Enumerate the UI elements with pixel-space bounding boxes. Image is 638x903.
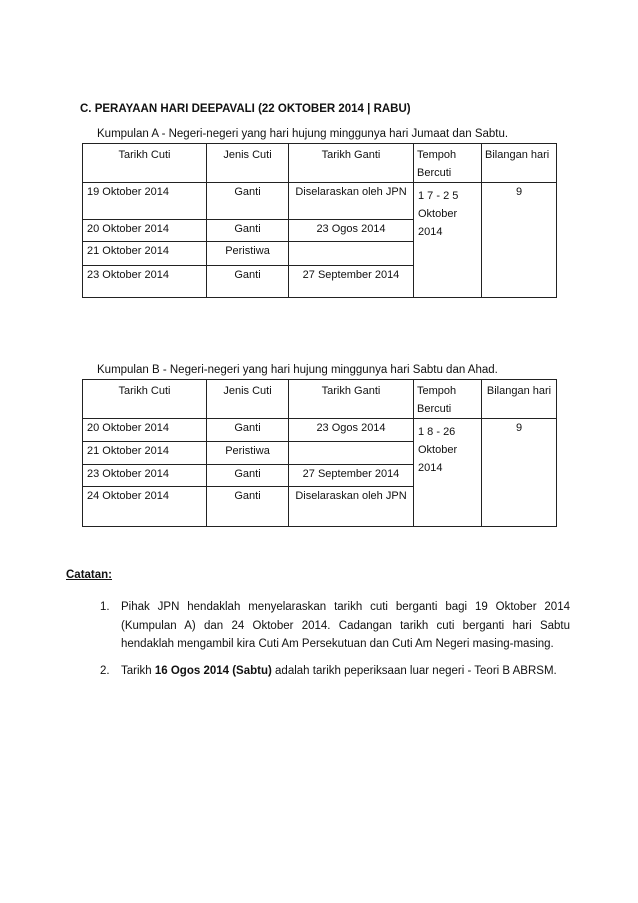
cell-tarikh-ganti: Diselaraskan oleh JPN	[289, 183, 414, 220]
header-tempoh-bercuti: Tempoh Bercuti	[414, 380, 482, 419]
tempoh-month: Oktober	[418, 444, 458, 456]
header-bilangan-hari: Bilangan hari	[482, 144, 557, 183]
header-tarikh-cuti: Tarikh Cuti	[83, 144, 207, 183]
cell-tempoh-bercuti	[414, 183, 482, 298]
cell-tarikh-ganti: 23 Ogos 2014	[289, 220, 414, 242]
header-tarikh-cuti: Tarikh Cuti	[83, 380, 207, 419]
catatan-title: Catatan:	[66, 569, 113, 581]
tempoh-year: 2014	[418, 462, 443, 474]
note-text-after: adalah tarikh peperiksaan luar negeri - Teori B ABRSM.	[271, 664, 557, 677]
note-text: Pihak JPN hendaklah menyelaraskan tarikh cuti berganti bagi 19 Oktober 2014 (Kumpulan A) dan 24 Oktober 2014. Cadangan tarikh cuti berganti hari Sabtu hendaklah mengambil kira Cuti Am Persekutuan dan Cuti Am Negeri masing-masing.	[121, 601, 570, 650]
cell-tarikh-cuti: 20 Oktober 2014	[83, 419, 207, 442]
cell-tarikh-cuti: 19 Oktober 2014	[83, 183, 207, 220]
cell-tarikh-ganti	[289, 442, 414, 465]
cell-jenis-cuti: Peristiwa	[207, 242, 289, 266]
header-tarikh-ganti: Tarikh Ganti	[289, 144, 414, 183]
table-group-b	[82, 379, 557, 527]
header-tempoh-bercuti: Tempoh Bercuti	[414, 144, 482, 183]
cell-tarikh-cuti: 24 Oktober 2014	[83, 487, 207, 527]
tempoh-range: 1 7 - 2 5	[418, 190, 459, 202]
cell-tarikh-ganti	[289, 242, 414, 266]
cell-jenis-cuti: Ganti	[207, 266, 289, 298]
header-bilangan-hari: Bilangan hari	[482, 380, 557, 419]
group-b-caption: Kumpulan B - Negeri-negeri yang hari hujung minggunya hari Sabtu dan Ahad.	[97, 364, 498, 376]
note-number: 2.	[100, 664, 110, 677]
cell-jenis-cuti: Ganti	[207, 465, 289, 487]
tempoh-range: 1 8 - 26	[418, 426, 456, 438]
cell-tarikh-ganti: Diselaraskan oleh JPN	[289, 487, 414, 527]
cell-tarikh-cuti: 21 Oktober 2014	[83, 442, 207, 465]
header-jenis-cuti: Jenis Cuti	[207, 380, 289, 419]
table-header-row	[83, 380, 557, 419]
table-header-row	[83, 144, 557, 183]
note-text-before: Tarikh	[121, 664, 155, 677]
group-a-caption: Kumpulan A - Negeri-negeri yang hari hujung minggunya hari Jumaat dan Sabtu.	[97, 128, 509, 140]
cell-jenis-cuti: Ganti	[207, 419, 289, 442]
cell-jenis-cuti: Ganti	[207, 183, 289, 220]
header-tarikh-ganti: Tarikh Ganti	[289, 380, 414, 419]
cell-tempoh-bercuti	[414, 419, 482, 527]
tempoh-year: 2014	[418, 226, 443, 238]
cell-tarikh-cuti: 23 Oktober 2014	[83, 266, 207, 298]
note-text	[121, 665, 557, 677]
note-number: 1.	[100, 601, 110, 613]
cell-tarikh-cuti: 20 Oktober 2014	[83, 220, 207, 242]
section-heading: C. PERAYAAN HARI DEEPAVALI (22 OKTOBER 2014 | RABU)	[80, 103, 411, 115]
cell-jenis-cuti: Peristiwa	[207, 442, 289, 465]
table-row	[83, 419, 557, 442]
table-row	[83, 183, 557, 220]
tempoh-month: Oktober	[418, 208, 458, 220]
cell-bilangan-hari: 9	[482, 183, 557, 298]
cell-tarikh-ganti: 27 September 2014	[289, 266, 414, 298]
table-group-a	[82, 143, 557, 298]
cell-tarikh-cuti: 23 Oktober 2014	[83, 465, 207, 487]
note-text-bold-date: 16 Ogos 2014 (Sabtu)	[154, 664, 272, 677]
header-jenis-cuti: Jenis Cuti	[207, 144, 289, 183]
list-item	[100, 662, 570, 681]
cell-tarikh-ganti: 23 Ogos 2014	[289, 419, 414, 442]
cell-bilangan-hari: 9	[482, 419, 557, 527]
cell-jenis-cuti: Ganti	[207, 220, 289, 242]
list-item	[100, 598, 570, 654]
cell-tarikh-ganti: 27 September 2014	[289, 465, 414, 487]
cell-jenis-cuti: Ganti	[207, 487, 289, 527]
cell-tarikh-cuti: 21 Oktober 2014	[83, 242, 207, 266]
catatan-list	[100, 598, 570, 688]
